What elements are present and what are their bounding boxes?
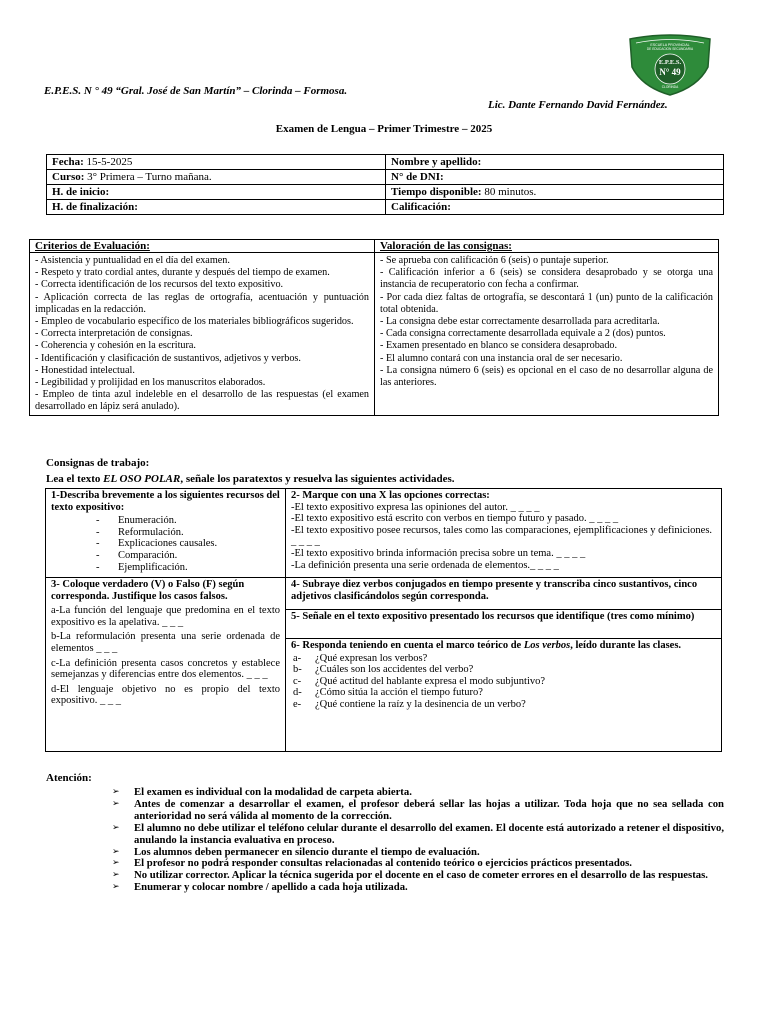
q1-item-text: Enumeración. — [118, 515, 177, 527]
q6-list — [291, 653, 716, 711]
rule-item — [110, 823, 724, 847]
q3-title: 3- Coloque verdadero (V) o Falso (F) según corresponda. Justifique los casos falsos. — [51, 579, 245, 602]
q2-list — [291, 502, 716, 572]
inicio-cell[interactable]: H. de inicio: — [47, 185, 386, 200]
school-logo — [626, 33, 714, 97]
criteria-item: - Aplicación correcta de las reglas de ortografía, acentuación y puntuación implicadas en la redacción. — [35, 291, 369, 315]
logo-line1: ESCUELA PROVINCIAL — [650, 43, 690, 47]
q6-cell — [286, 639, 722, 752]
rule-item — [110, 882, 724, 894]
criteria-cell — [30, 240, 375, 416]
dash-bullet: - — [96, 515, 100, 527]
criteria-item: - Correcta interpretación de consignas. — [35, 328, 193, 340]
criteria-list — [30, 255, 374, 414]
q6-item-text: ¿Cuáles son los accidentes del verbo? — [315, 664, 474, 676]
valoracion-item: - Cada consigna correctamente desarrollada equivale a 2 (dos) puntos. — [380, 328, 666, 340]
rule-text: Los alumnos deben permanecer en silencio durante el tiempo de evaluación. — [134, 845, 480, 858]
arrow-bullet-icon: ➢ — [112, 858, 120, 869]
q6-item-text: ¿Cómo sitúa la acción el tiempo futuro? — [315, 687, 483, 699]
logo-line2: DE EDUCACION SECUNDARIA — [646, 47, 694, 51]
valoracion-item: - La consigna debe estar correctamente desarrollada para acreditarla. — [380, 316, 660, 328]
q6-item — [291, 687, 716, 699]
tasks-table — [45, 488, 722, 752]
valoracion-item: - Se aprueba con calificación 6 (seis) o puntaje superior. — [380, 255, 609, 266]
rule-item — [110, 799, 724, 823]
q5-cell — [286, 610, 722, 639]
q3-item: c-La definición presenta casos concretos y establece semejanzas y diferencias entre dos elementos. _ _ _ — [51, 657, 280, 681]
q6-item-letter: e- — [293, 698, 302, 710]
logo-name: E.P.E.S. — [658, 59, 682, 66]
arrow-bullet-icon: ➢ — [112, 870, 120, 881]
logo-city: CLORINDA — [661, 85, 679, 89]
logo-number: N° 49 — [659, 67, 681, 77]
q1-cell — [46, 489, 286, 578]
q5-title: 5- Señale en el texto expositivo presentado los recursos que identifique (tres como mínimo) — [291, 611, 695, 622]
rule-text: El profesor no podrá responder consultas relacionadas al contenido teórico o ejercicios prácticos presentados. — [134, 857, 632, 870]
q1-item-text: Comparación. — [118, 549, 178, 561]
q2-cell — [286, 489, 722, 578]
q1-item — [96, 562, 280, 574]
rule-text: El examen es individual con la modalidad de carpeta abierta. — [134, 786, 412, 798]
exam-title: Examen de Lengua – Primer Trimestre – 2025 — [275, 123, 493, 135]
rules-section — [110, 787, 724, 894]
valoracion-item: - Por cada diez faltas de ortografía, se descontará 1 (un) punto de la calificación total obtenida. — [380, 291, 713, 315]
q6-title: 6- Responda teniendo en cuenta el marco teórico de Los verbos, leído durante las clases. — [291, 640, 682, 651]
dash-bullet: - — [96, 561, 100, 573]
arrow-bullet-icon: ➢ — [112, 798, 120, 809]
student-info-table — [46, 154, 724, 215]
criteria-item: - Honestidad intelectual. — [35, 364, 135, 376]
q1-title: 1-Describa brevemente a los siguientes recursos del texto expositivo: — [51, 490, 280, 513]
q2-item: -La definición presenta una serie ordenada de elementos._ _ _ _ — [291, 559, 559, 571]
q1-item — [96, 550, 280, 562]
q3-item: a-La función del lenguaje que predomina en el texto expositivo es la apelativa. _ _ _ — [51, 605, 280, 628]
q1-item-text: Ejemplificación. — [118, 561, 188, 573]
criteria-item: - Empleo de tinta azul indeleble en el desarrollo de las respuestas (el examen desarrollado en lápiz será anulado). — [35, 389, 369, 413]
consignas-title: Consignas de trabajo: — [46, 457, 150, 469]
q6-item-text: ¿Qué actitud del hablante expresa el modo subjuntivo? — [315, 675, 546, 687]
q2-title: 2- Marque con una X las opciones correctas: — [291, 490, 490, 501]
q1-item — [96, 527, 280, 539]
q2-item: -El texto expositivo brinda información precisa sobre un tema. _ _ _ _ — [291, 547, 586, 559]
q3-item: d-El lenguaje objetivo no es propio del texto expositivo. _ _ _ — [51, 683, 280, 707]
q3-list — [51, 605, 280, 707]
fin-cell[interactable]: H. de finalización: — [47, 200, 386, 215]
dash-bullet: - — [96, 526, 100, 538]
q2-item: -El texto expositivo expresa las opiniones del autor. _ _ _ _ — [291, 501, 540, 513]
valoracion-item: - La consigna número 6 (seis) es opcional en el caso de no desarrollar alguna de las anteriores. — [380, 364, 713, 389]
q6-item-letter: c- — [293, 675, 302, 687]
q6-item-text: ¿Qué expresan los verbos? — [315, 652, 428, 664]
q2-item: -El texto expositivo posee recursos, tales como las comparaciones, ejemplificaciones y definiciones. _ _ _ _ — [291, 524, 713, 548]
rule-text: El alumno no debe utilizar el teléfono celular durante el desarrollo del examen. El docente está autorizado a retener el dispositivo, anulando la instancia evaluativa en proceso. — [134, 821, 724, 846]
dni-cell[interactable]: N° de DNI: — [386, 170, 724, 185]
q6-item — [291, 653, 716, 665]
read-instruction: Lea el texto EL OSO POLAR, señale los paratextos y resuelva las siguientes actividades. — [46, 473, 455, 485]
q6-item — [291, 664, 716, 676]
nombre-cell[interactable]: Nombre y apellido: — [386, 155, 724, 170]
q4-title: 4- Subraye diez verbos conjugados en tiempo presente y transcriba cinco sustantivos, cinco adjetivos clasificándolos según corresponda. — [291, 579, 698, 602]
q3-item: b-La reformulación presenta una serie ordenada de elementos _ _ _ — [51, 631, 280, 654]
curso-cell: Curso: 3° Primera – Turno mañana. — [47, 170, 386, 185]
criteria-item: - Legibilidad y prolijidad en los manuscritos elaborados. — [35, 377, 266, 389]
teacher-name: Lic. Dante Fernando David Fernández. — [488, 99, 668, 111]
q1-item-text: Explicaciones causales. — [118, 538, 218, 550]
criteria-title: Criterios de Evaluación: — [30, 240, 374, 253]
valoracion-item: - El alumno contará con una instancia oral de ser necesario. — [380, 352, 623, 364]
rule-text: Enumerar y colocar nombre / apellido a cada hoja utilizada. — [134, 881, 408, 894]
q6-item — [291, 699, 716, 711]
dash-bullet: - — [96, 538, 100, 550]
valoracion-item: - Examen presentado en blanco se considera desaprobado. — [380, 340, 618, 352]
rules-list — [110, 787, 724, 894]
arrow-bullet-icon: ➢ — [112, 787, 120, 797]
fecha-cell: Fecha: 15-5-2025 — [47, 155, 386, 170]
q1-item — [96, 538, 280, 550]
q6-item — [291, 676, 716, 688]
criteria-item: - Respeto y trato cordial antes, durante y después del tiempo de examen. — [35, 267, 330, 279]
rule-text: Antes de comenzar a desarrollar el examen, el profesor deberá sellar las hojas a utilizar. Toda hoja que no sea sellada con anterioridad no será válida al momento de la corrección. — [134, 797, 724, 822]
q6-item-letter: d- — [293, 687, 302, 699]
school-header: E.P.E.S. N ° 49 “Gral. José de San Martín” – Clorinda – Formosa. — [44, 85, 348, 97]
dash-bullet: - — [96, 549, 100, 561]
criteria-item: - Correcta identificación de los recursos del texto expositivo. — [35, 279, 284, 291]
tiempo-cell: Tiempo disponible: 80 minutos. — [386, 185, 724, 200]
q1-item-text: Reformulación. — [118, 526, 184, 538]
q3-cell — [46, 578, 286, 752]
valoracion-item: - Calificación inferior a 6 (seis) se considera desaprobado y se otorga una instancia de recuperatorio con fecha a confirmar. — [380, 267, 713, 291]
valoracion-list — [375, 255, 718, 389]
arrow-bullet-icon: ➢ — [112, 846, 120, 857]
q4-cell — [286, 578, 722, 610]
q6-item-text: ¿Qué contiene la raíz y la desinencia de un verbo? — [315, 698, 526, 710]
q1-item — [96, 515, 280, 527]
q6-item-letter: b- — [293, 664, 302, 676]
criteria-item: - Coherencia y cohesión en la escritura. — [35, 340, 196, 352]
arrow-bullet-icon: ➢ — [112, 882, 120, 893]
calificacion-cell[interactable]: Calificación: — [386, 200, 724, 215]
criteria-table — [29, 239, 719, 416]
valoracion-title: Valoración de las consignas: — [375, 240, 718, 253]
criteria-item: - Empleo de vocabulario específico de los materiales bibliográficos sugeridos. — [35, 316, 354, 328]
q6-item-letter: a- — [293, 652, 302, 664]
atencion-title: Atención: — [46, 772, 92, 784]
rule-text: No utilizar corrector. Aplicar la técnica sugerida por el docente en el caso de cometer errores en el desarrollo de las respuestas. — [134, 869, 708, 882]
q2-item: -El texto expositivo está escrito con verbos en tiempo futuro y pasado. _ _ _ _ — [291, 513, 619, 525]
arrow-bullet-icon: ➢ — [112, 822, 120, 833]
criteria-item: - Asistencia y puntualidad en el día del examen. — [35, 255, 230, 266]
valoracion-cell — [375, 240, 719, 416]
q1-list — [96, 515, 280, 573]
criteria-item: - Identificación y clasificación de sustantivos, adjetivos y verbos. — [35, 352, 301, 364]
